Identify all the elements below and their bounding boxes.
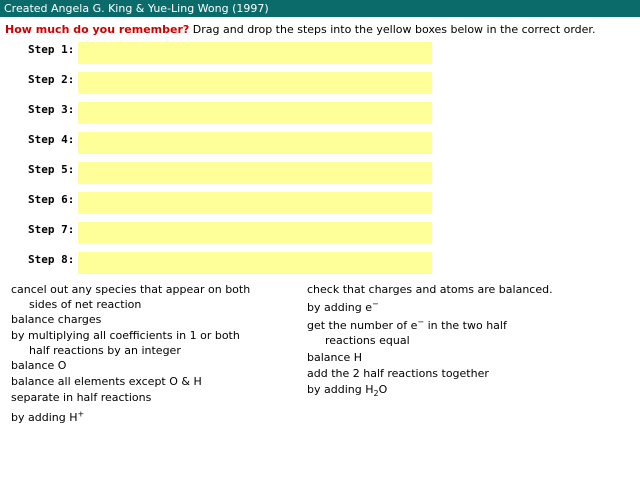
draggable-balance-h[interactable] <box>307 350 362 365</box>
balance-o-text: balance O <box>11 359 67 372</box>
cancel-species-line1: cancel out any species that appear on both <box>11 283 251 296</box>
h-plus-superscript: + <box>77 409 85 419</box>
add-two-text: add the 2 half reactions together <box>307 367 489 380</box>
step-4-drop-box[interactable] <box>78 132 432 154</box>
multiply-line1: by multiplying all coefficients in 1 or both <box>11 329 240 342</box>
draggable-separate-half-reactions[interactable] <box>11 390 151 405</box>
draggable-balance-o[interactable] <box>11 358 66 373</box>
draggable-balance-charges[interactable] <box>11 312 101 327</box>
getnum-prefix: get the number of e <box>307 319 418 332</box>
instructions-question: How much do you remember? <box>5 23 190 36</box>
step-8-label: Step 8: <box>28 253 75 266</box>
balance-all-text: balance all elements except O & H <box>11 375 202 388</box>
step-1-drop-box[interactable] <box>78 42 432 64</box>
step-8-drop-box[interactable] <box>78 252 432 274</box>
e-minus-superscript: − <box>371 299 379 309</box>
step-3-label: Step 3: <box>28 103 75 116</box>
draggable-multiply-coefficients[interactable] <box>11 328 240 358</box>
draggable-cancel-species[interactable] <box>11 282 250 312</box>
multiply-line2: half reactions by an integer <box>29 344 181 357</box>
step-3-drop-box[interactable] <box>78 102 432 124</box>
title-bar <box>0 0 640 17</box>
draggable-adding-electrons[interactable] <box>307 300 379 315</box>
step-2-label: Step 2: <box>28 73 75 86</box>
balance-charges-text: balance charges <box>11 313 102 326</box>
adding-h2o-prefix: by adding H <box>307 383 374 396</box>
getnum-e-superscript: − <box>417 317 425 327</box>
adding-h2o-suffix: O <box>378 383 388 396</box>
draggable-adding-h2o[interactable] <box>307 382 387 397</box>
step-5-drop-box[interactable] <box>78 162 432 184</box>
step-2-drop-box[interactable] <box>78 72 432 94</box>
draggable-balance-all-elements[interactable] <box>11 374 202 389</box>
step-5-label: Step 5: <box>28 163 75 176</box>
balance-h-text: balance H <box>307 351 363 364</box>
draggable-add-half-reactions[interactable] <box>307 366 489 381</box>
cancel-species-line2: sides of net reaction <box>29 298 142 311</box>
draggable-adding-h-plus[interactable] <box>11 410 84 425</box>
draggable-check-balanced[interactable] <box>307 282 553 297</box>
step-4-label: Step 4: <box>28 133 75 146</box>
adding-h-text: by adding H <box>11 411 78 424</box>
step-6-label: Step 6: <box>28 193 75 206</box>
h2o-subscript: 2 <box>373 389 379 399</box>
step-1-label: Step 1: <box>28 43 75 56</box>
step-7-label: Step 7: <box>28 223 75 236</box>
step-6-drop-box[interactable] <box>78 192 432 214</box>
instructions-text: Drag and drop the steps into the yellow boxes below in the correct order. <box>189 23 596 36</box>
separate-text: separate in half reactions <box>11 391 152 404</box>
getnum-line2: reactions equal <box>325 334 410 347</box>
adding-e-text: by adding e <box>307 301 372 314</box>
check-text: check that charges and atoms are balanced. <box>307 283 553 296</box>
draggable-equalize-electrons[interactable] <box>307 318 507 348</box>
step-7-drop-box[interactable] <box>78 222 432 244</box>
instructions <box>5 23 595 36</box>
title-text: Created Angela G. King & Yue-Ling Wong (1997) <box>4 2 269 15</box>
getnum-suffix: in the two half <box>424 319 507 332</box>
